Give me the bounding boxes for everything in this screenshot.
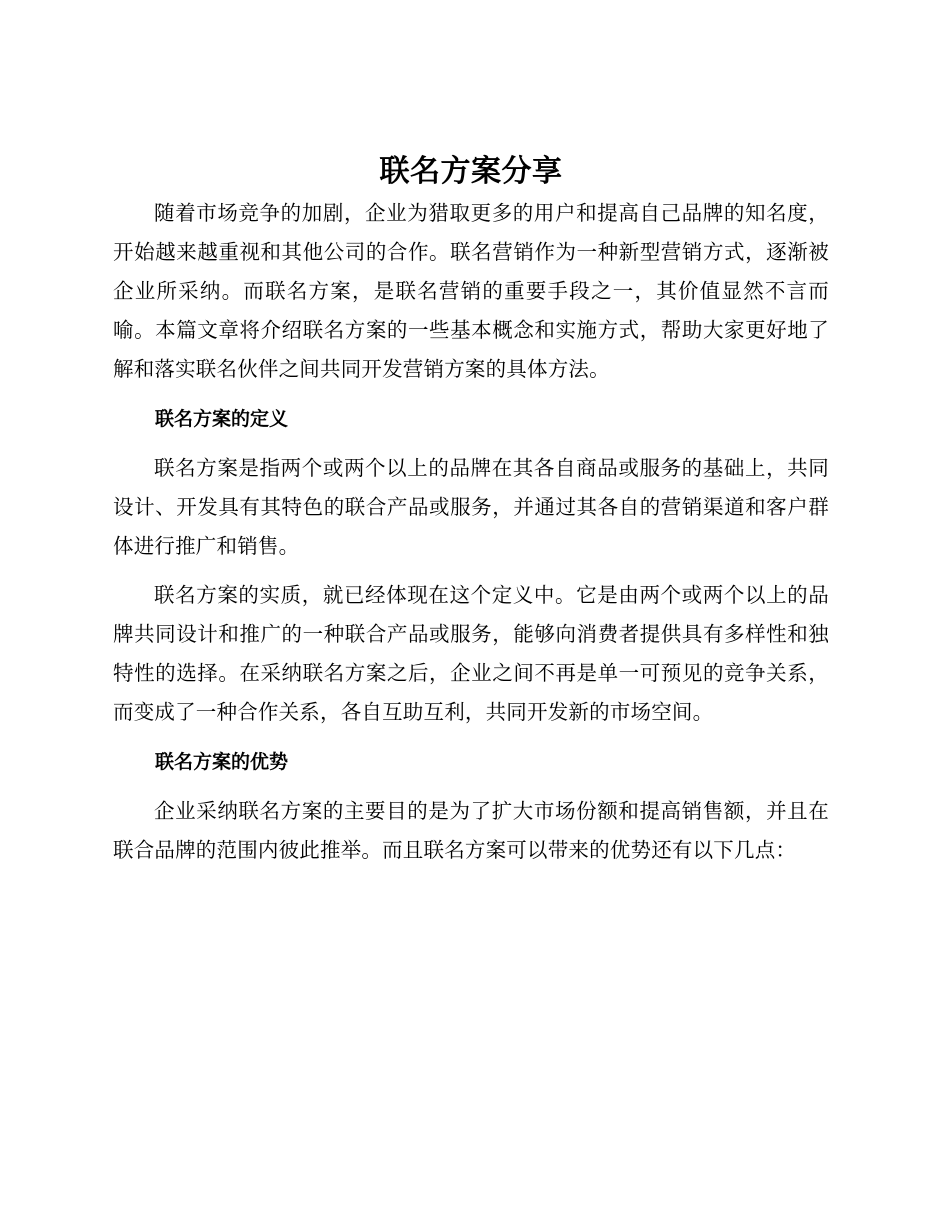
page-title: 联名方案分享 — [379, 154, 563, 189]
advantages-paragraph-1: 企业采纳联名方案的主要目的是为了扩大市场份额和提高销售额，并且在联合品牌的范围内彼此推举。而且联名方案可以带来的优势还有以下几点： — [113, 799, 829, 862]
definition-paragraph-1: 联名方案是指两个或两个以上的品牌在其各自商品或服务的基础上，共同设计、开发具有其特色的联合产品或服务，并通过其各自的营销渠道和客户群体进行推广和销售。 — [113, 456, 829, 558]
document-page — [113, 152, 829, 870]
definition-paragraph-2: 联名方案的实质，就已经体现在这个定义中。它是由两个或两个以上的品牌共同设计和推广的一种联合产品或服务，能够向消费者提供具有多样性和独特性的选择。在采纳联名方案之后，企业之间不再是单一可预见的竞争关系，而变成了一种合作关系，各自互助互利，共同开发新的市场空间。 — [113, 583, 829, 724]
section-heading-advantages: 联名方案的优势 — [155, 751, 289, 773]
intro-paragraph: 随着市场竞争的加剧，企业为猎取更多的用户和提高自己品牌的知名度，开始越来越重视和其他公司的合作。联名营销作为一种新型营销方式，逐渐被企业所采纳。而联名方案，是联名营销的重要手段之一，其价值显然不言而喻。本篇文章将介绍联名方案的一些基本概念和实施方式，帮助大家更好地了解和落实联名伙伴之间共同开发营销方案的具体方法。 — [113, 201, 829, 381]
section-heading-definition: 联名方案的定义 — [155, 408, 289, 430]
